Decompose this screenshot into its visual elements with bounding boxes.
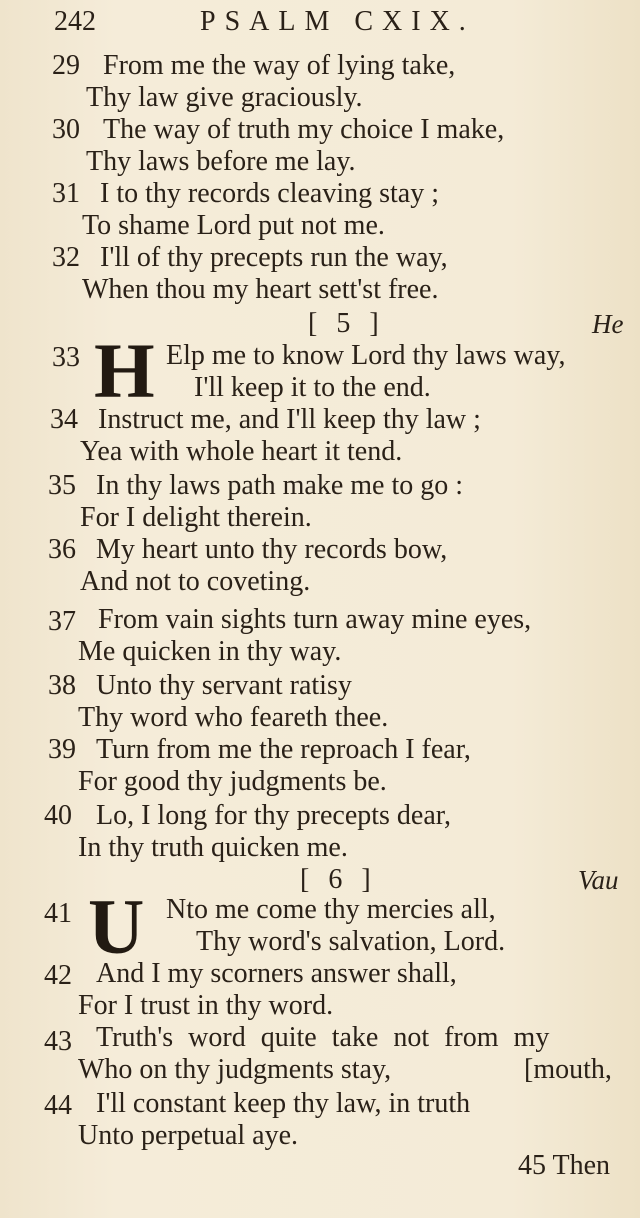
verse-line: Yea with whole heart it tend. — [80, 436, 403, 467]
turnover-word: [mouth, — [524, 1054, 612, 1085]
verse-line: Nto me come thy mercies all, — [166, 894, 496, 925]
verse-line: The way of truth my choice I make, — [103, 114, 505, 145]
verse-line: Thy word's salvation, Lord. — [196, 926, 506, 957]
verse-number: 44 — [44, 1090, 72, 1121]
verse-line: In thy truth quicken me. — [78, 832, 348, 863]
hebrew-letter: He — [592, 309, 624, 339]
section-number: [ 5 ] — [308, 308, 385, 339]
verse-line: Instruct me, and I'll keep thy law ; — [98, 404, 481, 435]
verse-line: Me quicken in thy way. — [78, 636, 342, 667]
verse-line: I to thy records cleaving stay ; — [100, 178, 440, 209]
verse-number: 37 — [48, 606, 76, 637]
drop-cap: U — [88, 883, 145, 970]
verse-line: Thy word who feareth thee. — [78, 702, 389, 733]
verse-number: 33 — [52, 342, 80, 373]
verse-number: 36 — [48, 534, 76, 565]
verse-line: I'll keep it to the end. — [194, 372, 431, 403]
verse-line: From vain sights turn away mine eyes, — [98, 604, 532, 635]
verse-number: 35 — [48, 470, 76, 501]
verse-line: For I delight therein. — [80, 502, 312, 533]
verse-line: Elp me to know Lord thy laws way, — [166, 340, 566, 371]
section-number: [ 6 ] — [300, 864, 377, 895]
verse-line: Who on thy judgments stay, — [78, 1054, 392, 1085]
verse-line: From me the way of lying take, — [103, 50, 456, 81]
drop-cap: H — [94, 327, 155, 414]
verse-line: For I trust in thy word. — [78, 990, 334, 1021]
page-number: 242 — [54, 6, 96, 37]
verse-line: Turn from me the reproach I fear, — [96, 734, 471, 765]
verse-number: 43 — [44, 1026, 72, 1057]
verse-number: 41 — [44, 898, 72, 929]
verse-line: Thy law give graciously. — [86, 82, 363, 113]
verse-number: 40 — [44, 800, 72, 831]
verse-number: 32 — [52, 242, 80, 273]
verse-number: 42 — [44, 960, 72, 991]
verse-line: When thou my heart sett'st free. — [82, 274, 439, 305]
page-header — [40, 2, 600, 42]
verse-line: I'll of thy precepts run the way, — [100, 242, 448, 273]
hebrew-letter: Vau — [578, 865, 619, 895]
running-title: PSALM CXIX. — [200, 6, 475, 37]
catchword: 45 Then — [518, 1150, 611, 1181]
verse-line: My heart unto thy records bow, — [96, 534, 448, 565]
verse-line: And I my scorners answer shall, — [96, 958, 457, 989]
verse-line: Unto perpetual aye. — [78, 1120, 299, 1151]
verse-number: 34 — [50, 404, 78, 435]
verse-number: 29 — [52, 50, 80, 81]
verse-number: 38 — [48, 670, 76, 701]
verse-line: Thy laws before me lay. — [86, 146, 356, 177]
verse-line: Unto thy servant ratisy — [96, 670, 352, 701]
verse-line: And not to coveting. — [80, 566, 311, 597]
verse-line: Truth's word quite take not from my — [96, 1022, 550, 1053]
verse-number: 39 — [48, 734, 76, 765]
verse-number: 31 — [52, 178, 80, 209]
verse-line: Lo, I long for thy precepts dear, — [96, 800, 451, 831]
verse-line: I'll constant keep thy law, in truth — [96, 1088, 471, 1119]
verse-line: In thy laws path make me to go : — [96, 470, 464, 501]
verse-line: For good thy judgments be. — [78, 766, 387, 797]
verse-line: To shame Lord put not me. — [82, 210, 385, 241]
verse-number: 30 — [52, 114, 80, 145]
